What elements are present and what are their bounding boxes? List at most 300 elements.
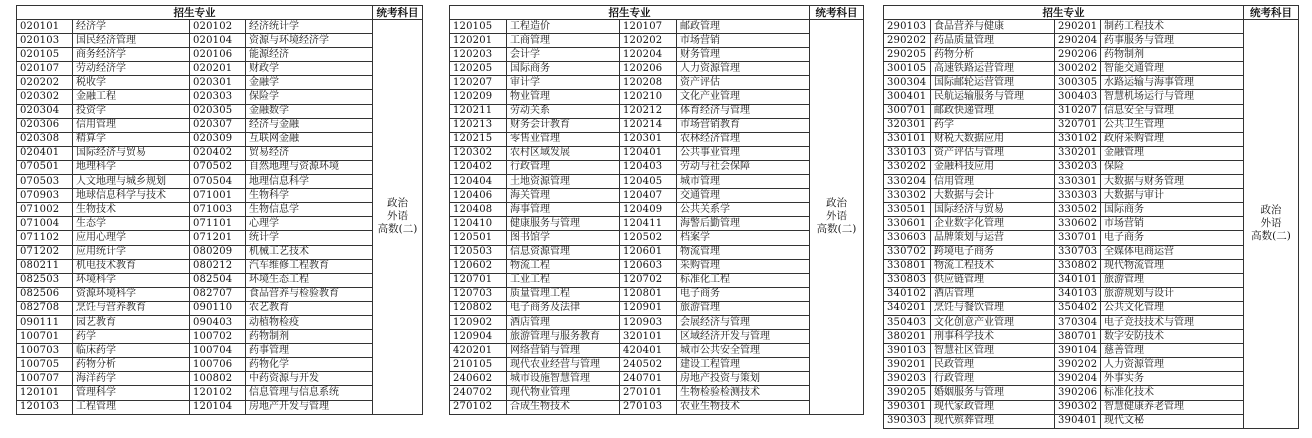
major-name: 互联网金融 <box>246 132 373 146</box>
major-name: 药品质量管理 <box>931 34 1055 48</box>
major-code: 020308 <box>17 132 73 146</box>
major-name: 药物化学 <box>246 358 373 372</box>
major-name: 健康服务与管理 <box>507 217 620 231</box>
major-name: 邮政快递管理 <box>931 104 1055 118</box>
major-name: 供应链管理 <box>931 273 1055 287</box>
table-row <box>884 287 1299 301</box>
table-row <box>17 203 423 217</box>
table-row <box>17 189 423 203</box>
table-row <box>450 90 864 104</box>
major-name: 物业管理 <box>507 90 620 104</box>
major-name: 贸易经济 <box>246 146 373 160</box>
major-code: 120202 <box>620 34 677 48</box>
major-code: 390104 <box>1055 344 1101 358</box>
table-row <box>450 104 864 118</box>
major-name: 动植物检疫 <box>246 315 373 329</box>
major-name: 财务管理 <box>677 48 810 62</box>
major-code: 120601 <box>620 245 677 259</box>
table-row <box>17 48 423 62</box>
major-name: 房地产投资与策划 <box>677 372 810 386</box>
major-name: 管理科学 <box>73 386 190 400</box>
major-header: 招生专业 <box>450 6 810 20</box>
major-code: 120402 <box>450 160 507 174</box>
major-name: 药学 <box>73 330 190 344</box>
exam-subjects <box>810 20 864 415</box>
table-row <box>450 76 864 90</box>
major-name: 市场营销 <box>677 34 810 48</box>
major-name: 城市管理 <box>677 175 810 189</box>
table-row <box>884 104 1299 118</box>
major-code: 320701 <box>1055 118 1101 132</box>
major-code: 100706 <box>190 358 246 372</box>
major-name: 质量管理工程 <box>507 287 620 301</box>
table-row <box>884 259 1299 273</box>
major-code: 390201 <box>884 358 931 372</box>
major-name: 信息管理与信息系统 <box>246 386 373 400</box>
major-name: 工程管理 <box>73 400 190 414</box>
major-name: 国际经济与贸易 <box>73 146 190 160</box>
major-code: 082503 <box>17 273 73 287</box>
major-name: 电子竞技技术与管理 <box>1101 315 1244 329</box>
major-name: 财政学 <box>246 62 373 76</box>
major-code: 080209 <box>190 245 246 259</box>
major-code: 390204 <box>1055 372 1101 386</box>
table-row <box>884 301 1299 315</box>
major-name: 品牌策划与运营 <box>931 231 1055 245</box>
major-code: 120404 <box>450 175 507 189</box>
exam-subject: 外语 <box>1260 217 1282 230</box>
major-name: 园艺教育 <box>73 315 190 329</box>
major-name: 投资学 <box>73 104 190 118</box>
major-code: 120409 <box>620 203 677 217</box>
major-name: 资源与环境经济学 <box>246 34 373 48</box>
major-code: 120503 <box>450 245 507 259</box>
major-name: 电子商务及法律 <box>507 301 620 315</box>
major-code: 240701 <box>620 372 677 386</box>
major-table-2 <box>449 5 864 415</box>
major-name: 制药工程技术 <box>1101 20 1244 34</box>
table-row <box>884 344 1299 358</box>
major-code: 100703 <box>17 344 73 358</box>
major-code: 020202 <box>17 76 73 90</box>
major-name: 汽车维修工程教育 <box>246 259 373 273</box>
table-row <box>17 358 423 372</box>
table-row <box>450 34 864 48</box>
table-row <box>17 315 423 329</box>
major-name: 机械工艺技术 <box>246 245 373 259</box>
major-code: 290202 <box>884 34 931 48</box>
major-name: 药物分析 <box>931 48 1055 62</box>
exam-subject: 政治 <box>826 197 847 210</box>
major-name: 零售业管理 <box>507 132 620 146</box>
table-header-row <box>450 6 864 20</box>
major-name: 劳动与社会保障 <box>677 160 810 174</box>
major-code: 071102 <box>17 231 73 245</box>
major-name: 自然地理与资源环境 <box>246 160 373 174</box>
table-row <box>884 315 1299 329</box>
major-code: 120401 <box>620 146 677 160</box>
table-row <box>884 330 1299 344</box>
major-code: 120602 <box>450 259 507 273</box>
major-code: 020304 <box>17 104 73 118</box>
table-row <box>450 287 864 301</box>
major-header: 招生专业 <box>17 6 373 20</box>
major-name: 海警后勤管理 <box>677 217 810 231</box>
table-row <box>884 372 1299 386</box>
major-code: 380701 <box>1055 330 1101 344</box>
major-name: 标准化技术 <box>1101 386 1244 400</box>
major-code: 071101 <box>190 217 246 231</box>
major-name: 生物检验检测技术 <box>677 386 810 400</box>
exam-subject: 高数(二) <box>816 223 857 236</box>
table-row <box>17 386 423 400</box>
major-name: 精算学 <box>73 132 190 146</box>
table-row <box>17 259 423 273</box>
major-code: 340102 <box>884 287 931 301</box>
major-name: 工业工程 <box>507 273 620 287</box>
major-name: 跨境电子商务 <box>931 245 1055 259</box>
major-code: 020401 <box>17 146 73 160</box>
major-code: 120101 <box>17 386 73 400</box>
major-code: 330601 <box>884 217 931 231</box>
major-code: 020101 <box>17 20 73 34</box>
major-name: 建设工程管理 <box>677 358 810 372</box>
major-code: 120408 <box>450 203 507 217</box>
major-code: 082708 <box>17 301 73 315</box>
major-name: 统计学 <box>246 231 373 245</box>
major-code: 020103 <box>17 34 73 48</box>
major-code: 300401 <box>884 90 931 104</box>
major-name: 信用管理 <box>73 118 190 132</box>
major-code: 390206 <box>1055 386 1101 400</box>
major-name: 现代物流管理 <box>1101 259 1244 273</box>
major-name: 标准化工程 <box>677 273 810 287</box>
major-code: 120214 <box>620 118 677 132</box>
major-code: 020106 <box>190 48 246 62</box>
major-code: 100702 <box>190 330 246 344</box>
major-code: 020302 <box>17 90 73 104</box>
major-code: 120215 <box>450 132 507 146</box>
major-name: 信息资源管理 <box>507 245 620 259</box>
major-code: 020402 <box>190 146 246 160</box>
table-row <box>450 175 864 189</box>
major-name: 审计学 <box>507 76 620 90</box>
major-name: 旅游规划与设计 <box>1101 287 1244 301</box>
major-code: 120703 <box>450 287 507 301</box>
table-row <box>17 273 423 287</box>
major-name: 数字安防技术 <box>1101 330 1244 344</box>
major-code: 300305 <box>1055 76 1101 90</box>
major-name: 人力资源管理 <box>677 62 810 76</box>
major-code: 082707 <box>190 287 246 301</box>
major-code: 120702 <box>620 273 677 287</box>
major-name: 旅游管理 <box>1101 273 1244 287</box>
table-row <box>450 217 864 231</box>
major-code: 330702 <box>884 245 931 259</box>
table-row <box>17 344 423 358</box>
major-name: 生态学 <box>73 217 190 231</box>
major-code: 390401 <box>1055 414 1101 428</box>
major-name: 临床药学 <box>73 344 190 358</box>
major-name: 环境科学 <box>73 273 190 287</box>
major-code: 120103 <box>17 400 73 414</box>
table-row <box>17 90 423 104</box>
major-name: 土地资源管理 <box>507 175 620 189</box>
major-name: 生物技术 <box>73 203 190 217</box>
major-name: 药事服务与管理 <box>1101 34 1244 48</box>
major-code: 330502 <box>1055 203 1101 217</box>
major-name: 大数据与审计 <box>1101 189 1244 203</box>
table-row <box>884 414 1299 428</box>
table-row <box>17 118 423 132</box>
major-code: 120205 <box>450 62 507 76</box>
exam-subject: 政治 <box>387 197 408 210</box>
table-row <box>884 358 1299 372</box>
table-row <box>884 273 1299 287</box>
table-row <box>450 132 864 146</box>
major-name: 农林经济管理 <box>677 132 810 146</box>
major-code: 120904 <box>450 330 507 344</box>
major-code: 390303 <box>884 414 931 428</box>
table-row <box>17 132 423 146</box>
table-row <box>884 217 1299 231</box>
table-row <box>17 76 423 90</box>
major-name: 旅游管理 <box>677 301 810 315</box>
table-row <box>17 301 423 315</box>
major-code: 120406 <box>450 189 507 203</box>
table-row <box>884 34 1299 48</box>
major-name: 现代物业管理 <box>507 386 620 400</box>
major-name: 税收学 <box>73 76 190 90</box>
major-name: 能源经济 <box>246 48 373 62</box>
major-code: 090111 <box>17 315 73 329</box>
major-code: 330703 <box>1055 245 1101 259</box>
major-name: 会展经济与管理 <box>677 315 810 329</box>
major-code: 330301 <box>1055 175 1101 189</box>
major-name: 图书馆学 <box>507 231 620 245</box>
major-code: 020201 <box>190 62 246 76</box>
major-name: 高速铁路运营管理 <box>931 62 1055 76</box>
major-code: 340201 <box>884 301 931 315</box>
table-row <box>450 330 864 344</box>
major-code: 120801 <box>620 287 677 301</box>
major-code: 020105 <box>17 48 73 62</box>
major-code: 020301 <box>190 76 246 90</box>
major-name: 会计学 <box>507 48 620 62</box>
major-code: 020104 <box>190 34 246 48</box>
major-name: 公共文化管理 <box>1101 301 1244 315</box>
major-name: 环境生态工程 <box>246 273 373 287</box>
table-row <box>884 203 1299 217</box>
table-header-row <box>17 6 423 20</box>
major-name: 食品营养与检验教育 <box>246 287 373 301</box>
major-name: 生物科学 <box>246 189 373 203</box>
major-code: 120501 <box>450 231 507 245</box>
major-code: 120603 <box>620 259 677 273</box>
major-name: 智能交通管理 <box>1101 62 1244 76</box>
major-table-1 <box>16 5 423 415</box>
major-code: 330501 <box>884 203 931 217</box>
major-code: 330602 <box>1055 217 1101 231</box>
table-row <box>884 118 1299 132</box>
major-code: 120902 <box>450 315 507 329</box>
major-code: 120107 <box>620 20 677 34</box>
table-row <box>884 62 1299 76</box>
major-name: 公共关系学 <box>677 203 810 217</box>
major-name: 国际经济与贸易 <box>931 203 1055 217</box>
major-code: 270103 <box>620 400 677 414</box>
major-name: 行政管理 <box>931 372 1055 386</box>
major-name: 保险学 <box>246 90 373 104</box>
major-code: 020107 <box>17 62 73 76</box>
major-code: 082504 <box>190 273 246 287</box>
table-row <box>17 217 423 231</box>
major-name: 食品营养与健康 <box>931 20 1055 34</box>
table-body <box>450 20 864 415</box>
major-name: 区域经济开发与管理 <box>677 330 810 344</box>
major-code: 240702 <box>450 386 507 400</box>
major-code: 071201 <box>190 231 246 245</box>
major-code: 120411 <box>620 217 677 231</box>
exam-header: 统考科目 <box>373 6 423 20</box>
major-name: 文化产业管理 <box>677 90 810 104</box>
major-header: 招生专业 <box>884 6 1244 20</box>
major-code: 290204 <box>1055 34 1101 48</box>
major-code: 290201 <box>1055 20 1101 34</box>
major-code: 120203 <box>450 48 507 62</box>
major-name: 金融数学 <box>246 104 373 118</box>
major-code: 240502 <box>620 358 677 372</box>
major-name: 物流工程 <box>507 259 620 273</box>
major-name: 慈善管理 <box>1101 344 1244 358</box>
major-code: 070502 <box>190 160 246 174</box>
major-name: 智慧机场运行与管理 <box>1101 90 1244 104</box>
major-name: 生物信息学 <box>246 203 373 217</box>
major-code: 240602 <box>450 372 507 386</box>
major-name: 物流工程技术 <box>931 259 1055 273</box>
table-row <box>450 231 864 245</box>
table-row <box>884 386 1299 400</box>
major-name: 刑事科学技术 <box>931 330 1055 344</box>
major-name: 药物制剂 <box>246 330 373 344</box>
major-code: 082506 <box>17 287 73 301</box>
major-name: 药事管理 <box>246 344 373 358</box>
table-row <box>17 231 423 245</box>
major-code: 330802 <box>1055 259 1101 273</box>
major-name: 烹饪与餐饮管理 <box>931 301 1055 315</box>
table-row <box>450 273 864 287</box>
table-row <box>450 160 864 174</box>
table-row <box>884 245 1299 259</box>
major-code: 380201 <box>884 330 931 344</box>
major-code: 330303 <box>1055 189 1101 203</box>
major-code: 020309 <box>190 132 246 146</box>
major-code: 070504 <box>190 175 246 189</box>
major-code: 290205 <box>884 48 931 62</box>
major-code: 100701 <box>17 330 73 344</box>
major-name: 地理科学 <box>73 160 190 174</box>
major-name: 金融管理 <box>1101 146 1244 160</box>
major-name: 行政管理 <box>507 160 620 174</box>
major-code: 390103 <box>884 344 931 358</box>
major-code: 120301 <box>620 132 677 146</box>
major-code: 330302 <box>884 189 931 203</box>
major-name: 民航运输服务与管理 <box>931 90 1055 104</box>
major-code: 300304 <box>884 76 931 90</box>
major-code: 330102 <box>1055 132 1101 146</box>
major-code: 071004 <box>17 217 73 231</box>
major-name: 电子商务 <box>1101 231 1244 245</box>
major-name: 现代农业经营与管理 <box>507 358 620 372</box>
major-code: 100802 <box>190 372 246 386</box>
table-body <box>17 20 423 415</box>
major-name: 保险 <box>1101 160 1244 174</box>
table-row <box>884 90 1299 104</box>
table-row <box>884 231 1299 245</box>
major-name: 水路运输与海事管理 <box>1101 76 1244 90</box>
major-name: 物流管理 <box>677 245 810 259</box>
major-code: 270101 <box>620 386 677 400</box>
major-code: 120208 <box>620 76 677 90</box>
table-row <box>450 203 864 217</box>
table-row <box>17 245 423 259</box>
major-code: 120213 <box>450 118 507 132</box>
major-code: 120211 <box>450 104 507 118</box>
major-name: 政府采购管理 <box>1101 132 1244 146</box>
major-code: 120105 <box>450 20 507 34</box>
major-name: 应用心理学 <box>73 231 190 245</box>
major-name: 经济与金融 <box>246 118 373 132</box>
table-row <box>884 146 1299 160</box>
table-row <box>17 372 423 386</box>
major-name: 信用管理 <box>931 175 1055 189</box>
major-code: 390302 <box>1055 400 1101 414</box>
exam-header: 统考科目 <box>810 6 864 20</box>
major-name: 药物制剂 <box>1101 48 1244 62</box>
major-code: 330101 <box>884 132 931 146</box>
major-name: 工商管理 <box>507 34 620 48</box>
major-code: 210105 <box>450 358 507 372</box>
major-code: 120207 <box>450 76 507 90</box>
major-name: 大数据与会计 <box>931 189 1055 203</box>
table-row <box>450 259 864 273</box>
major-name: 旅游管理与服务教育 <box>507 330 620 344</box>
table-row <box>17 175 423 189</box>
major-name: 资产评估 <box>677 76 810 90</box>
exam-subject: 外语 <box>387 210 408 223</box>
major-name: 机电技术教育 <box>73 259 190 273</box>
major-code: 290206 <box>1055 48 1101 62</box>
major-name: 采购管理 <box>677 259 810 273</box>
table-row <box>450 20 864 34</box>
major-name: 药物分析 <box>73 358 190 372</box>
table-row <box>17 160 423 174</box>
major-name: 人文地理与城乡规划 <box>73 175 190 189</box>
table-row <box>17 146 423 160</box>
major-code: 330801 <box>884 259 931 273</box>
major-name: 财务会计教育 <box>507 118 620 132</box>
table-row <box>884 175 1299 189</box>
major-code: 340101 <box>1055 273 1101 287</box>
table-row <box>884 76 1299 90</box>
major-code: 120204 <box>620 48 677 62</box>
major-code: 090110 <box>190 301 246 315</box>
major-code: 071002 <box>17 203 73 217</box>
major-code: 270102 <box>450 400 507 414</box>
major-code: 120302 <box>450 146 507 160</box>
table-row <box>450 386 864 400</box>
major-name: 海关管理 <box>507 189 620 203</box>
